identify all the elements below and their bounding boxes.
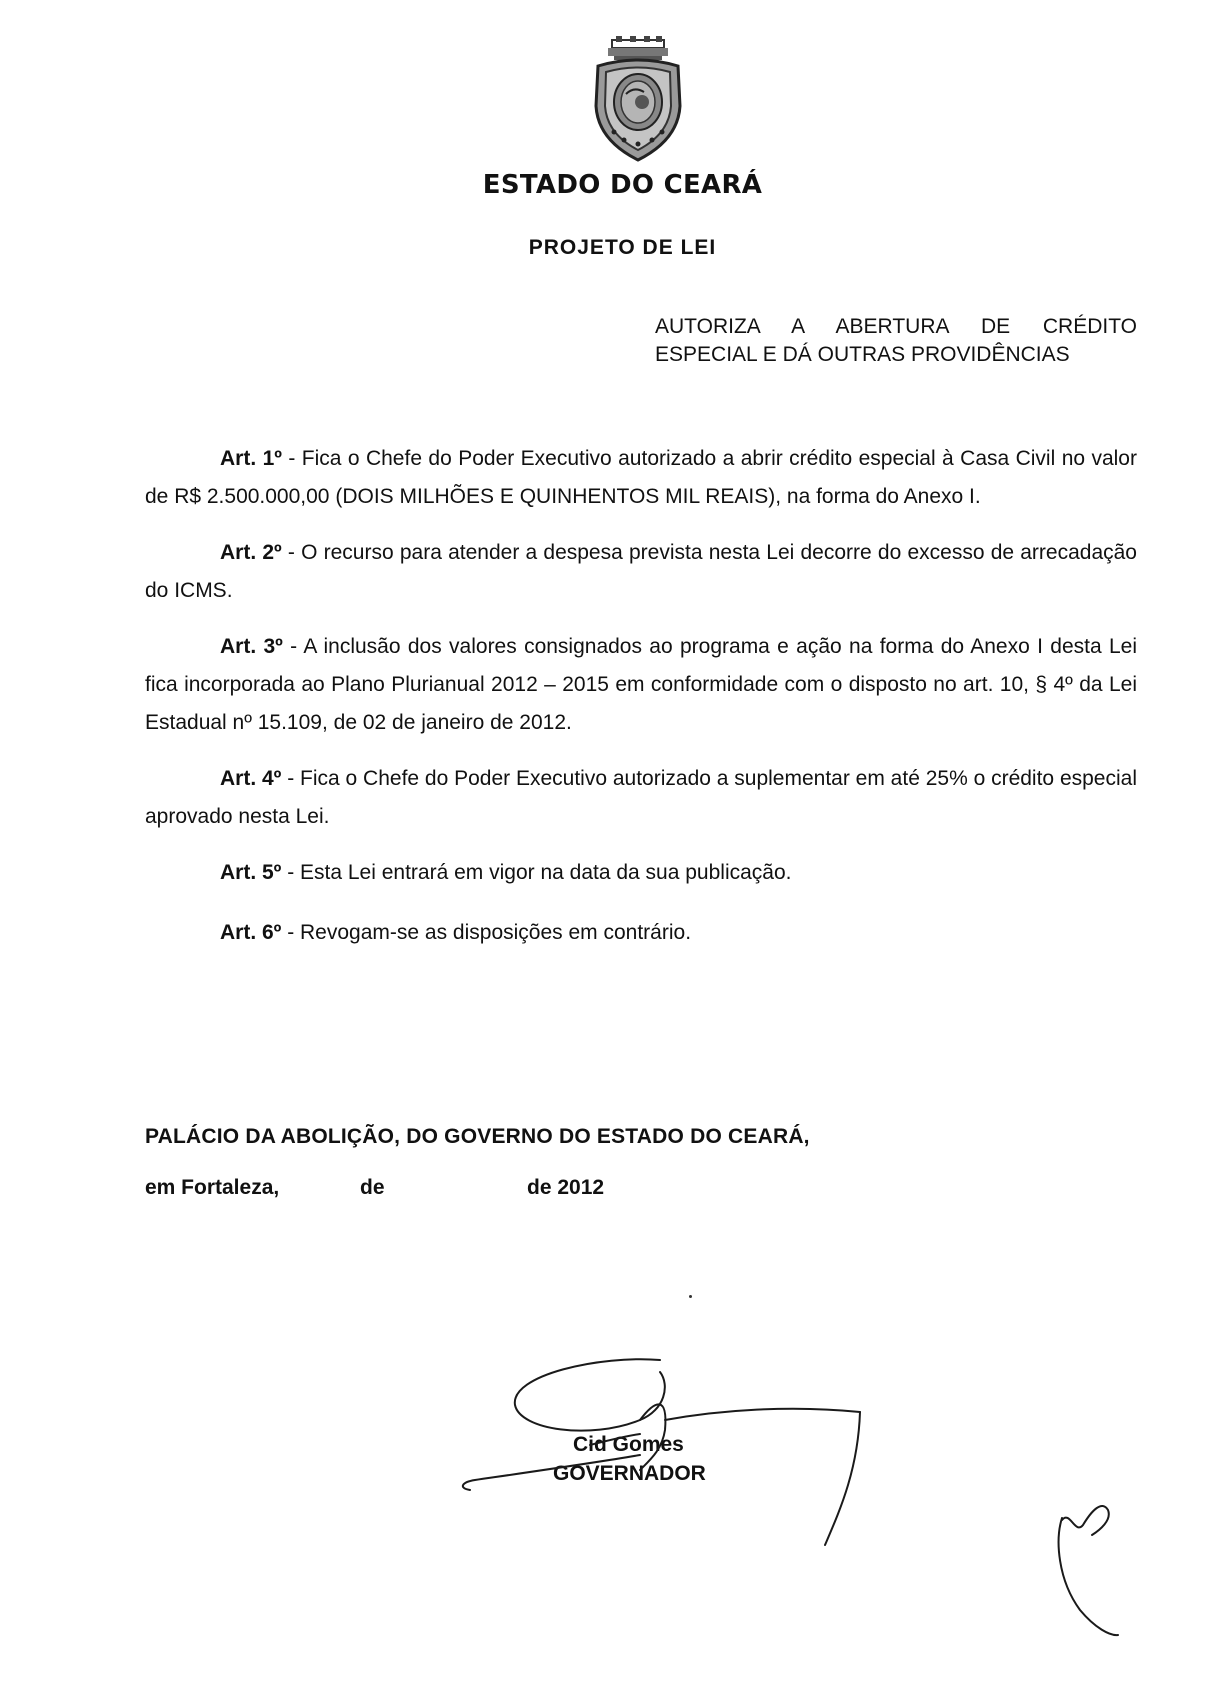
ementa-line-2: ESPECIAL E DÁ OUTRAS PROVIDÊNCIAS	[655, 343, 1070, 366]
palace-line: PALÁCIO DA ABOLIÇÃO, DO GOVERNO DO ESTADO DO CEARÁ,	[145, 1125, 810, 1148]
date-year: de 2012	[527, 1176, 605, 1199]
article-label: Art. 2º	[220, 541, 282, 564]
article-4	[145, 760, 1137, 836]
articles	[145, 440, 1137, 974]
stray-mark	[689, 1295, 692, 1298]
handwritten-initials-icon	[1059, 1506, 1118, 1635]
article-text: - Fica o Chefe do Poder Executivo autorizado a suplementar em até 25% o crédito especial aprovado nesta Lei.	[145, 767, 1137, 828]
article-text: - Revogam-se as disposições em contrário.	[281, 921, 692, 944]
article-label: Art. 3º	[220, 635, 283, 658]
article-label: Art. 4º	[220, 767, 282, 790]
signatory-title: GOVERNADOR	[553, 1462, 706, 1485]
article-text: - Fica o Chefe do Poder Executivo autorizado a abrir crédito especial à Casa Civil no valor de R$ 2.500.000,00 (DOIS MILHÕES E QUINHENTOS MIL REAIS), na forma do Anexo I.	[145, 447, 1137, 508]
article-6	[145, 914, 1137, 952]
document-type: PROJETO DE LEI	[528, 236, 717, 259]
article-label: Art. 1º	[220, 447, 282, 470]
article-text: - O recurso para atender a despesa prevista nesta Lei decorre do excesso de arrecadação do ICMS.	[145, 541, 1137, 602]
article-label: Art. 6º	[220, 921, 282, 944]
ceara-coat-of-arms-icon	[584, 36, 692, 166]
state-title: ESTADO DO CEARÁ	[482, 170, 763, 200]
article-3	[145, 628, 1137, 742]
article-5	[145, 854, 1137, 892]
article-text: - Esta Lei entrará em vigor na data da sua publicação.	[281, 861, 792, 884]
date-day-de: de	[360, 1176, 385, 1199]
article-text: - A inclusão dos valores consignados ao programa e ação na forma do Anexo I desta Lei fica incorporada ao Plano Plurianual 2012 – 2015 em conformidade com o disposto no art. 10, § 4º da Lei Estadual nº 15.109, de 02 de janeiro de 2012.	[145, 635, 1137, 734]
signatory-name: Cid Gomes	[573, 1433, 684, 1456]
date-place: em Fortaleza,	[145, 1176, 280, 1199]
article-1	[145, 440, 1137, 516]
article-label: Art. 5º	[220, 861, 282, 884]
ementa	[655, 313, 1137, 369]
article-2	[145, 534, 1137, 610]
ementa-line-1: AUTORIZA A ABERTURA DE CRÉDITO	[655, 315, 1137, 338]
